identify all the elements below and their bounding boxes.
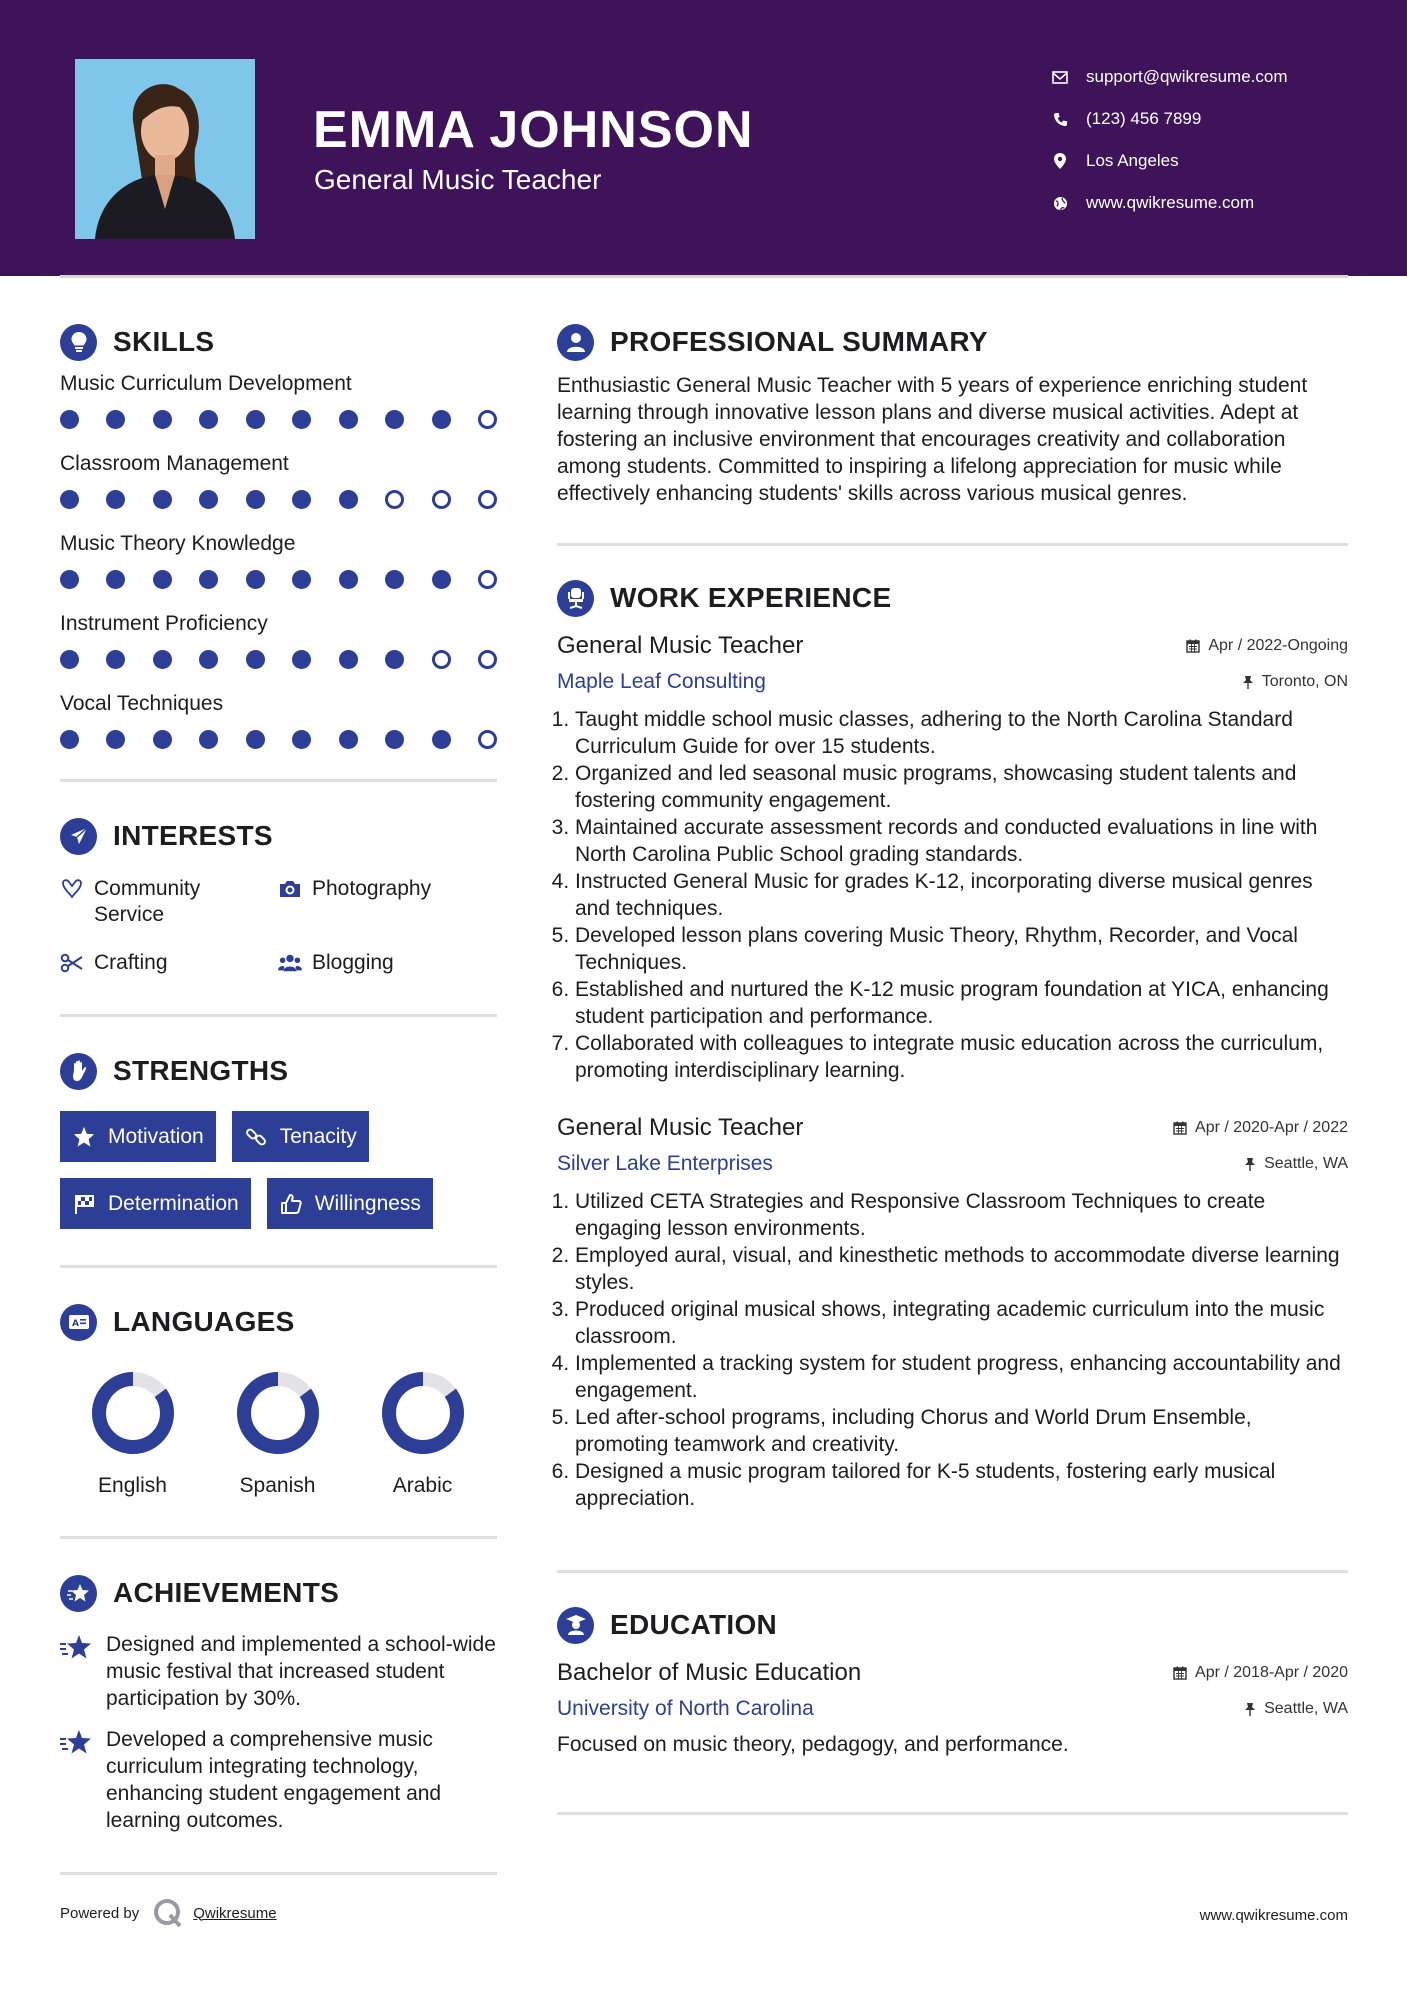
job-duty: 7. Collaborated with colleagues to integrate music education across the curriculum, promoting interdisciplinary learning. [575, 1030, 1348, 1084]
globe-icon [1050, 193, 1070, 213]
link-icon [244, 1125, 268, 1149]
interest-label: Community Service [94, 877, 201, 926]
achievement-item [60, 1631, 497, 1712]
qwikresume-link[interactable]: Qwikresume [193, 1904, 277, 1922]
rating-dot-filled [153, 490, 172, 509]
rating-dot-filled [199, 490, 218, 509]
rating-dot-filled [432, 570, 451, 589]
job-duty: 2. Organized and led seasonal music programs, showcasing student talents and fostering community engagement. [575, 760, 1348, 814]
interest-item [60, 950, 278, 976]
rating-dot-filled [60, 410, 79, 429]
interest-item [278, 876, 497, 928]
languages-list [60, 1370, 497, 1498]
languages-section [60, 1298, 497, 1498]
rating-dot-filled [339, 490, 358, 509]
rating-dot-filled [246, 650, 265, 669]
job-duty: 6. Established and nurtured the K-12 music program foundation at YICA, enhancing student participation and performance. [575, 976, 1348, 1030]
profile-photo [75, 59, 255, 239]
skill-rating [60, 570, 497, 606]
language-name: Arabic [392, 1474, 453, 1497]
rating-dot-filled [292, 650, 311, 669]
achievements-heading-row [60, 1569, 497, 1617]
contact-website[interactable] [1050, 182, 1288, 224]
education-date [1173, 1664, 1348, 1682]
paper-plane-icon [60, 818, 97, 855]
powered-by-text: Powered by [60, 1904, 140, 1922]
rating-dot-filled [246, 490, 265, 509]
map-pin-icon [1050, 151, 1070, 171]
contact-phone[interactable] [1050, 98, 1288, 140]
contact-website-text: www.qwikresume.com [1086, 193, 1255, 212]
heart-hand-icon [60, 877, 84, 901]
contact-email-text: support@qwikresume.com [1086, 67, 1288, 86]
rating-dot-filled [153, 410, 172, 429]
section-divider [60, 1536, 497, 1539]
skill-name: Music Curriculum Development [60, 372, 352, 395]
rating-dot-empty [478, 650, 497, 669]
job-title: General Music Teacher [557, 632, 804, 659]
skills-heading: SKILLS [113, 326, 215, 357]
scissors-icon [60, 951, 84, 975]
rating-dot-filled [339, 730, 358, 749]
skill-rating [60, 730, 497, 766]
jobs-list [557, 632, 1348, 1512]
rating-dot-filled [153, 730, 172, 749]
interests-grid [60, 876, 497, 976]
education-location-text: Seattle, WA [1264, 1700, 1348, 1717]
skills-section [60, 318, 497, 766]
skill-name: Classroom Management [60, 452, 289, 475]
job-location-text: Seattle, WA [1264, 1155, 1348, 1172]
section-divider [60, 1265, 497, 1268]
rating-dot-filled [106, 650, 125, 669]
job-location [1242, 673, 1348, 691]
job-entry [557, 1114, 1348, 1512]
language-item [60, 1370, 205, 1498]
strength-chip [232, 1111, 369, 1162]
envelope-icon [1050, 67, 1070, 87]
rating-dot-filled [153, 650, 172, 669]
footer-url[interactable]: www.qwikresume.com [1199, 1907, 1348, 1924]
rating-dot-filled [339, 570, 358, 589]
rating-dot-empty [432, 490, 451, 509]
pushpin-icon [1244, 1702, 1256, 1716]
job-duty: 6. Designed a music program tailored for K-5 students, fostering early musical appreciation. [575, 1458, 1348, 1512]
summary-section [557, 318, 1348, 507]
flag-icon [72, 1192, 96, 1216]
rating-dot-filled [199, 730, 218, 749]
contact-list [1050, 56, 1288, 224]
footer-powered-by [60, 1898, 277, 1928]
rating-dot-filled [60, 650, 79, 669]
skills-heading-row [60, 318, 497, 366]
rating-dot-empty [478, 410, 497, 429]
skill-rating [60, 650, 497, 686]
section-divider [60, 1014, 497, 1017]
raised-hand-icon [60, 1053, 97, 1090]
rating-dot-filled [60, 730, 79, 749]
right-column [557, 318, 1348, 1815]
summary-heading-row [557, 318, 1348, 366]
school-name: University of North Carolina [557, 1697, 814, 1720]
interests-heading: INTERESTS [113, 820, 273, 851]
contact-phone-text: (123) 456 7899 [1086, 109, 1202, 128]
skill-name: Vocal Techniques [60, 692, 224, 715]
strengths-section [60, 1047, 497, 1229]
star-badge-icon [60, 1575, 97, 1612]
candidate-name: EMMA JOHNSON [313, 101, 754, 159]
shooting-star-icon [60, 1728, 93, 1758]
job-duty: 5. Led after-school programs, including Chorus and World Drum Ensemble, promoting teamwork and creativity. [575, 1404, 1348, 1458]
rating-dot-empty [478, 490, 497, 509]
job-sub [557, 670, 1348, 694]
user-icon [557, 324, 594, 361]
section-divider [557, 1812, 1348, 1815]
interest-label: Blogging [312, 951, 394, 974]
strength-chip [60, 1178, 251, 1229]
skills-list [60, 372, 497, 766]
interests-heading-row [60, 812, 497, 860]
language-item [205, 1370, 350, 1498]
rating-dot-filled [292, 410, 311, 429]
interests-section [60, 812, 497, 976]
job-duties [557, 1188, 1348, 1512]
job-duty: 4. Implemented a tracking system for student progress, enhancing accountability and engagement. [575, 1350, 1348, 1404]
rating-dot-filled [432, 730, 451, 749]
skill-rating [60, 410, 497, 446]
education-heading-row [557, 1601, 1348, 1649]
education-sub [557, 1697, 1348, 1721]
strength-chips [60, 1111, 497, 1229]
rating-dot-filled [246, 730, 265, 749]
achievement-text: Designed and implemented a school-wide music festival that increased student participation by 30%. [106, 1633, 496, 1710]
lightbulb-icon [60, 324, 97, 361]
rating-dot-filled [385, 730, 404, 749]
rating-dot-filled [385, 570, 404, 589]
strength-label: Willingness [314, 1191, 421, 1215]
rating-dot-filled [106, 410, 125, 429]
education-location [1244, 1700, 1348, 1718]
interest-item [278, 950, 497, 976]
strengths-heading-row [60, 1047, 497, 1095]
thumbs-up-icon [279, 1192, 303, 1216]
rating-dot-filled [292, 490, 311, 509]
contact-email[interactable] [1050, 56, 1288, 98]
interest-item [60, 876, 278, 928]
rating-dot-filled [106, 730, 125, 749]
resume-header [0, 0, 1407, 276]
rating-dot-empty [478, 570, 497, 589]
rating-dot-filled [106, 490, 125, 509]
rating-dot-empty [432, 650, 451, 669]
rating-dot-empty [385, 490, 404, 509]
interest-label: Photography [312, 877, 432, 900]
rating-dot-filled [246, 410, 265, 429]
languages-heading: LANGUAGES [113, 1306, 295, 1337]
job-title: General Music Teacher [557, 1114, 804, 1141]
language-name: English [98, 1474, 167, 1497]
phone-icon [1050, 109, 1070, 129]
svg-text:A: A [71, 1319, 79, 1329]
contact-location [1050, 140, 1288, 182]
office-chair-icon [557, 580, 594, 617]
job-date-text: Apr / 2022-Ongoing [1208, 637, 1348, 654]
strength-chip [267, 1178, 433, 1229]
rating-dot-filled [292, 730, 311, 749]
rating-dot-filled [432, 410, 451, 429]
skill-rating [60, 490, 497, 526]
rating-dot-filled [339, 650, 358, 669]
left-column [60, 318, 497, 1875]
candidate-title: General Music Teacher [314, 164, 602, 195]
calendar-icon [1186, 639, 1200, 653]
strength-chip [60, 1111, 216, 1162]
pushpin-icon [1244, 1157, 1256, 1171]
job-entry [557, 632, 1348, 1084]
language-item [350, 1370, 495, 1498]
job-head [557, 632, 1348, 660]
job-duty: 5. Developed lesson plans covering Music Theory, Rhythm, Recorder, and Vocal Techniques. [575, 922, 1348, 976]
calendar-icon [1173, 1121, 1187, 1135]
calendar-icon [1173, 1666, 1187, 1680]
achievements-heading: ACHIEVEMENTS [113, 1577, 340, 1608]
rating-dot-filled [60, 490, 79, 509]
job-duty: 4. Instructed General Music for grades K-12, incorporating diverse musical genres and techniques. [575, 868, 1348, 922]
rating-dot-filled [60, 570, 79, 589]
achievements-section [60, 1569, 497, 1834]
strengths-heading: STRENGTHS [113, 1055, 289, 1086]
job-duty: 3. Produced original musical shows, integrating academic curriculum into the music classroom. [575, 1296, 1348, 1350]
job-date-text: Apr / 2020-Apr / 2022 [1195, 1119, 1348, 1136]
summary-text: Enthusiastic General Music Teacher with 5 years of experience enriching student learning through innovative lesson plans and diverse musical activities. Adept at fostering an inclusive environment that encourages creativity and collaboration among students. Committed to inspiring a lifelong appreciation for music while effectively enhancing students' skills across various musical genres. [557, 374, 1308, 505]
job-duty: 1. Utilized CETA Strategies and Responsive Classroom Techniques to create engaging lesson environments. [575, 1188, 1348, 1242]
languages-heading-row [60, 1298, 497, 1346]
shooting-star-icon [60, 1633, 93, 1663]
rating-dot-filled [339, 410, 358, 429]
company-name: Silver Lake Enterprises [557, 1152, 773, 1175]
job-sub [557, 1152, 1348, 1176]
rating-dot-filled [385, 410, 404, 429]
achievement-item [60, 1726, 497, 1834]
experience-heading: WORK EXPERIENCE [610, 582, 892, 613]
section-divider [557, 543, 1348, 546]
star-icon [72, 1125, 96, 1149]
experience-heading-row [557, 574, 1348, 622]
degree-name: Bachelor of Music Education [557, 1659, 862, 1686]
section-divider [60, 1872, 497, 1875]
rating-dot-filled [199, 650, 218, 669]
job-head [557, 1114, 1348, 1142]
education-date-text: Apr / 2018-Apr / 2020 [1195, 1664, 1348, 1681]
qwikresume-logo-icon [153, 1898, 183, 1928]
strength-label: Motivation [108, 1124, 204, 1148]
achievement-text: Developed a comprehensive music curriculum integrating technology, enhancing student engagement and learning outcomes. [106, 1728, 442, 1832]
header-divider [60, 275, 1348, 278]
rating-dot-filled [199, 570, 218, 589]
job-duties [557, 706, 1348, 1084]
job-location [1244, 1155, 1348, 1173]
job-duty: 2. Employed aural, visual, and kinesthetic methods to accommodate diverse learning styles. [575, 1242, 1348, 1296]
section-divider [60, 779, 497, 782]
rating-dot-filled [199, 410, 218, 429]
section-divider [557, 1570, 1348, 1573]
rating-dot-filled [292, 570, 311, 589]
language-donut [235, 1370, 321, 1456]
language-name: Spanish [239, 1474, 316, 1497]
education-heading: EDUCATION [610, 1609, 778, 1640]
language-card-icon [60, 1304, 97, 1341]
rating-dot-filled [246, 570, 265, 589]
rating-dot-filled [385, 650, 404, 669]
language-donut [380, 1370, 466, 1456]
job-date [1186, 637, 1348, 655]
interest-label: Crafting [94, 951, 168, 974]
rating-dot-empty [478, 730, 497, 749]
education-head [557, 1659, 1348, 1687]
summary-heading: PROFESSIONAL SUMMARY [610, 326, 988, 357]
graduate-icon [557, 1607, 594, 1644]
camera-icon [278, 877, 302, 901]
skill-name: Instrument Proficiency [60, 612, 268, 635]
skill-name: Music Theory Knowledge [60, 532, 296, 555]
company-name: Maple Leaf Consulting [557, 670, 766, 693]
contact-location-text: Los Angeles [1086, 151, 1179, 170]
strength-label: Tenacity [279, 1124, 357, 1148]
rating-dot-filled [153, 570, 172, 589]
education-section [557, 1601, 1348, 1758]
education-description: Focused on music theory, pedagogy, and performance. [557, 1733, 1069, 1756]
strength-label: Determination [108, 1191, 239, 1215]
language-donut [90, 1370, 176, 1456]
users-icon [278, 951, 302, 975]
experience-section [557, 574, 1348, 1512]
job-location-text: Toronto, ON [1261, 673, 1348, 690]
pushpin-icon [1242, 675, 1254, 689]
job-duty: 3. Maintained accurate assessment records and conducted evaluations in line with North Carolina Public School grading standards. [575, 814, 1348, 868]
job-duty: 1. Taught middle school music classes, adhering to the North Carolina Standard Curriculum Guide for over 15 students. [575, 706, 1348, 760]
rating-dot-filled [106, 570, 125, 589]
job-date [1173, 1119, 1348, 1137]
